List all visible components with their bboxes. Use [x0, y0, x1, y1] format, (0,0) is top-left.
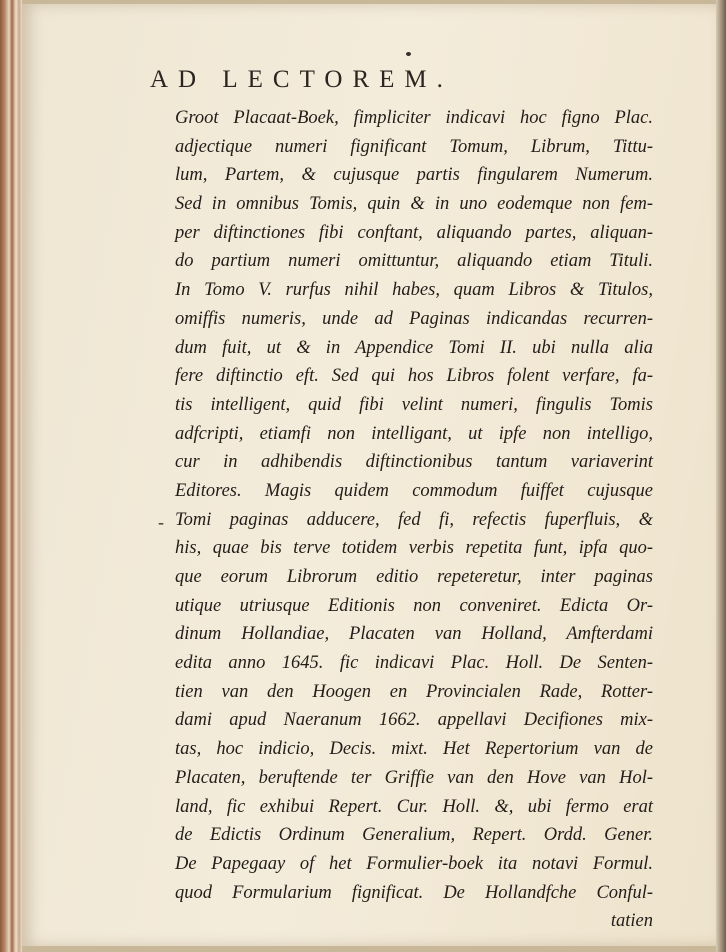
text-line: edita anno 1645. fic indicavi Plac. Holl. De Senten- — [175, 653, 653, 674]
text-line: Editores. Magis quidem commodum fuiffet cujusque — [175, 480, 653, 501]
text-line: dum fuit, ut & in Appendice Tomi II. ubi nulla alia — [175, 337, 653, 358]
text-line: tien van den Hoogen en Provincialen Rade, Rotter- — [175, 681, 653, 702]
text-line: per diftinctiones fibi conftant, aliquando partes, aliquan- — [175, 222, 653, 243]
text-line: de Edictis Ordinum Generalium, Repert. Ordd. Gener. — [175, 825, 653, 846]
text-line: utique utriusque Editionis non conveniret. Edicta Or- — [175, 595, 653, 616]
text-line: adjectique numeri fignificant Tomum, Librum, Tittu- — [175, 136, 653, 157]
book-page-edges — [0, 0, 22, 952]
text-line: his, quae bis terve totidem verbis repetita funt, ipfa quo- — [175, 538, 653, 559]
text-line: omiffis numeris, unde ad Paginas indicandas recurren- — [175, 308, 653, 329]
text-line: lum, Partem, & cujusque partis fingularem Numerum. — [175, 165, 653, 186]
text-line: adfcripti, etiamfi non intelligant, ut ipfe non intelligo, — [175, 423, 653, 444]
ink-dot — [406, 52, 411, 56]
text-line: Groot Placaat-Boek, fimpliciter indicavi hoc figno Plac. — [175, 108, 653, 128]
text-line: De Papegaay of het Formulier-boek ita notavi Formul. — [175, 853, 653, 874]
text-line: cur in adhibendis diftinctionibus tantum variaverint — [175, 452, 653, 473]
page-heading: AD LECTOREM. — [150, 66, 453, 93]
text-line: In Tomo V. rurfus nihil habes, quam Libros & Titulos, — [175, 280, 653, 301]
text-line: land, fic exhibui Repert. Cur. Holl. &, ubi fermo erat — [175, 796, 653, 817]
text-line: Tomi paginas adducere, fed fi, refectis fuperfluis, & — [175, 509, 653, 530]
text-line: tis intelligent, quid fibi velint numeri, fingulis Tomis — [175, 394, 653, 415]
text-line: do partium numeri omittuntur, aliquando etiam Tituli. — [175, 251, 653, 272]
text-line: Sed in omnibus Tomis, quin & in uno eodemque non fem- — [175, 194, 653, 215]
margin-mark: - — [158, 512, 164, 532]
body-text — [175, 104, 653, 936]
text-line: tas, hoc indicio, Decis. mixt. Het Repertorium van de — [175, 739, 653, 760]
text-line: quod Formularium fignificat. De Hollandfche Conful- — [175, 882, 653, 903]
text-line: dami apud Naeranum 1662. appellavi Decifiones mix- — [175, 710, 653, 731]
catchword: tatien — [610, 911, 653, 932]
text-line: que eorum Librorum editio repeteretur, inter paginas — [175, 567, 653, 587]
text-line: dinum Hollandiae, Placaten van Holland, Amfterdami — [175, 624, 653, 645]
gutter-shadow — [716, 0, 726, 952]
text-line: fere diftinctio eft. Sed qui hos Libros folent verfare, fa- — [175, 366, 653, 387]
text-line: Placaten, beruftende ter Griffie van den Hove van Hol- — [175, 767, 653, 788]
